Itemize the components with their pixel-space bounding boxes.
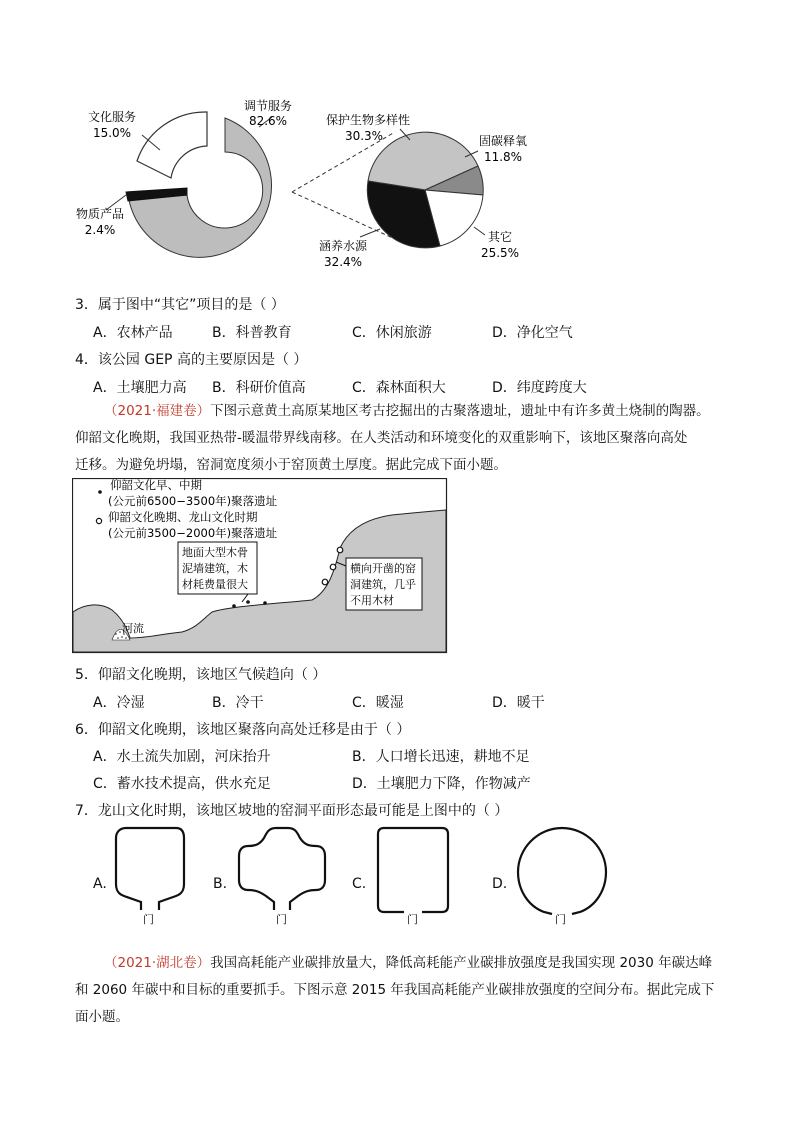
door-label-a: 门 bbox=[143, 913, 154, 926]
callout1-line2: 泥墙建筑，木 bbox=[182, 562, 248, 575]
q3-option-b[interactable]: B．科普教育 bbox=[212, 325, 292, 341]
passage-2-text-1: 下图示意黄土高原某地区考古挖掘出的古聚落遗址，遗址中有许多黄土烧制的陶器。 bbox=[210, 403, 710, 419]
q3-option-c[interactable]: C．休闲旅游 bbox=[352, 325, 432, 341]
legend-late-line1: 仰韶文化晚期、龙山文化时期 bbox=[108, 510, 258, 524]
passage-3-line-3: 面小题。 bbox=[75, 1009, 129, 1025]
door-label-d: 门 bbox=[555, 913, 566, 926]
passage-3-line-2: 和 2060 年碳中和目标的重要抓手。下图示意 2015 年我国高耗能产业碳排放强度的空间分布。据此完成下 bbox=[75, 982, 715, 998]
pct-carbon: 11.8% bbox=[483, 150, 523, 164]
q7-shape-c bbox=[374, 826, 454, 926]
question-3-stem: 3．属于图中“其它”项目的是（ ） bbox=[75, 297, 285, 313]
label-other: 其它 bbox=[487, 230, 513, 244]
q4-option-a[interactable]: A．土壤肥力高 bbox=[93, 380, 187, 396]
q7-shape-b bbox=[236, 826, 328, 926]
label-water: 涵养水源 bbox=[318, 239, 368, 253]
q6-option-b[interactable]: B．人口增长迅速，耕地不足 bbox=[352, 749, 530, 765]
passage-3-source: （2021·湖北卷） bbox=[104, 955, 211, 971]
river-label: 河流 bbox=[122, 622, 144, 635]
question-7-stem: 7．龙山文化时期，该地区坡地的窑洞平面形态最可能是上图中的（ ） bbox=[75, 803, 509, 819]
q5-option-c[interactable]: C．暖湿 bbox=[352, 695, 404, 711]
pct-cultural: 15.0% bbox=[92, 126, 132, 140]
passage-2-line-1 bbox=[104, 398, 710, 425]
pct-biodiversity: 30.3% bbox=[344, 129, 384, 143]
pct-water: 32.4% bbox=[323, 255, 363, 269]
door-label-b: 门 bbox=[276, 913, 287, 926]
label-regulating: 调节服务 bbox=[243, 99, 293, 113]
callout2-line3: 不用木材 bbox=[350, 594, 394, 607]
q4-option-d[interactable]: D．纬度跨度大 bbox=[492, 380, 587, 396]
q4-option-b[interactable]: B．科研价值高 bbox=[212, 380, 306, 396]
q6-option-d[interactable]: D．土壤肥力下降，作物减产 bbox=[352, 776, 531, 792]
q7-option-c[interactable]: C. bbox=[352, 876, 367, 892]
early-settlement-marker-legend bbox=[98, 490, 102, 494]
settlement-cross-section-figure bbox=[72, 478, 448, 654]
late-settlement-marker-legend bbox=[96, 518, 101, 523]
q5-option-d[interactable]: D．暖干 bbox=[492, 695, 545, 711]
leader-line bbox=[474, 227, 485, 235]
legend-early-line1: 仰韶文化早、中期 bbox=[110, 478, 202, 492]
q6-option-a[interactable]: A．水土流失加剧，河床抬升 bbox=[93, 749, 271, 765]
passage-2-line-3: 迁移。为避免坍塌，窑洞宽度须小于窑顶黄土厚度。据此完成下面小题。 bbox=[75, 457, 507, 473]
label-biodiversity: 保护生物多样性 bbox=[325, 113, 411, 127]
q7-option-b[interactable]: B. bbox=[213, 876, 228, 892]
passage-3-line-1 bbox=[104, 950, 712, 977]
pct-material: 2.4% bbox=[84, 223, 116, 237]
door-label-c: 门 bbox=[407, 913, 418, 926]
pct-other: 25.5% bbox=[480, 246, 520, 260]
q3-option-a[interactable]: A．农林产品 bbox=[93, 325, 173, 341]
q5-option-b[interactable]: B．冷干 bbox=[212, 695, 264, 711]
passage-3-text-1: 我国高耗能产业碳排放量大，降低高耗能产业碳排放强度是我国实现 2030 年碳达峰 bbox=[210, 955, 713, 971]
donut-cultural-slice bbox=[137, 112, 207, 178]
legend-early-line2: (公元前6500−3500年)聚落遗址 bbox=[108, 494, 278, 508]
label-cultural: 文化服务 bbox=[87, 110, 137, 124]
q6-option-c[interactable]: C．蓄水技术提高，供水充足 bbox=[93, 776, 271, 792]
callout1-line1: 地面大型木骨 bbox=[182, 546, 248, 559]
legend-late-line2: (公元前3500−2000年)聚落遗址 bbox=[108, 526, 278, 540]
passage-2-source: （2021·福建卷） bbox=[104, 403, 211, 419]
question-4-stem: 4．该公园 GEP 高的主要原因是（ ） bbox=[75, 352, 308, 368]
q7-option-a[interactable]: A. bbox=[93, 876, 107, 892]
ecosystem-value-chart bbox=[60, 95, 560, 275]
q7-option-d[interactable]: D. bbox=[492, 876, 508, 892]
q7-shape-a bbox=[108, 826, 188, 926]
passage-2-line-2: 仰韶文化晚期，我国亚热带-暖温带界线南移。在人类活动和环境变化的双重影响下，该地区聚落向高处 bbox=[75, 430, 688, 446]
callout2-line1: 横向开凿的窑 bbox=[350, 562, 416, 575]
q4-option-c[interactable]: C．森林面积大 bbox=[352, 380, 446, 396]
leader-line bbox=[360, 229, 380, 237]
q7-shape-d bbox=[514, 826, 610, 926]
label-carbon: 固碳释氧 bbox=[478, 134, 528, 148]
q3-option-d[interactable]: D．净化空气 bbox=[492, 325, 573, 341]
callout2-line2: 洞建筑，几乎 bbox=[350, 578, 416, 591]
question-5-stem: 5．仰韶文化晚期，该地区气候趋向（ ） bbox=[75, 667, 327, 683]
question-6-stem: 6．仰韶文化晚期，该地区聚落向高处迁移是由于（ ） bbox=[75, 722, 411, 738]
label-material: 物质产品 bbox=[75, 207, 125, 221]
callout1-line3: 材耗费量很大 bbox=[182, 578, 248, 591]
q5-option-a[interactable]: A．冷湿 bbox=[93, 695, 145, 711]
pct-regulating: 82.6% bbox=[248, 114, 288, 128]
